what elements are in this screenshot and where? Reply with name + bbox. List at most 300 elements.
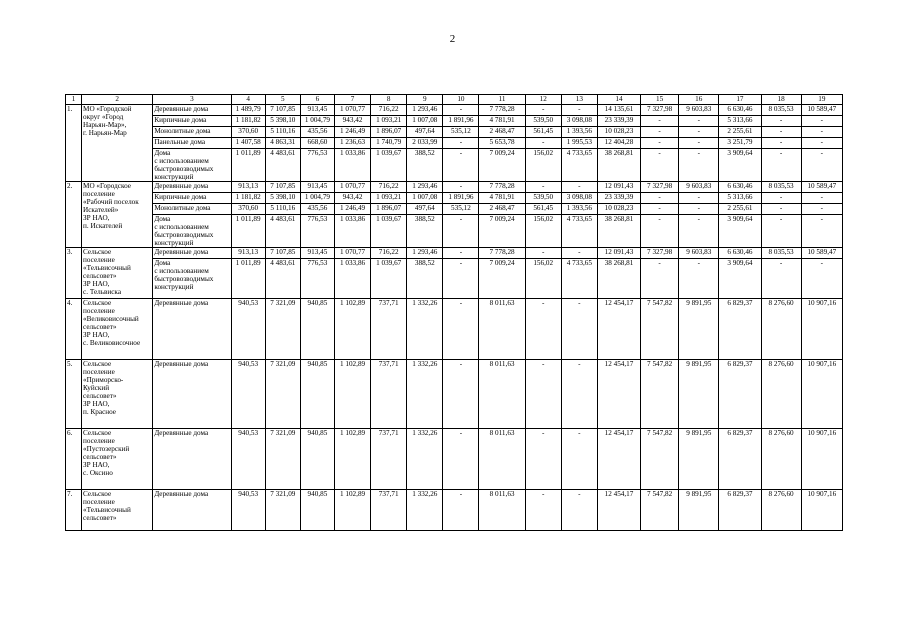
value-cell: - bbox=[801, 193, 842, 204]
building-type-cell: Деревянные дома bbox=[153, 299, 231, 360]
value-cell: - bbox=[641, 127, 679, 138]
value-cell: 1 891,96 bbox=[443, 116, 479, 127]
value-cell: 7 547,82 bbox=[641, 299, 679, 360]
table-row bbox=[66, 248, 843, 259]
value-cell: 370,60 bbox=[231, 127, 265, 138]
value-cell: 1 393,56 bbox=[561, 127, 597, 138]
building-type-cell: Панельные дома bbox=[153, 138, 231, 149]
value-cell: - bbox=[761, 193, 801, 204]
building-type-cell: Кирпичные дома bbox=[153, 116, 231, 127]
value-cell: - bbox=[761, 116, 801, 127]
value-cell: 535,12 bbox=[443, 127, 479, 138]
value-cell: 7 321,09 bbox=[265, 360, 300, 429]
value-cell: 7 327,98 bbox=[641, 182, 679, 193]
value-cell: - bbox=[801, 204, 842, 215]
value-cell: - bbox=[525, 429, 561, 490]
value-cell: 10 907,16 bbox=[801, 299, 842, 360]
value-cell: 737,71 bbox=[371, 299, 407, 360]
value-cell: 7 547,82 bbox=[641, 429, 679, 490]
value-cell: 8 276,60 bbox=[761, 429, 801, 490]
building-type-cell: Дома с использованием быстровозводимых конструкций bbox=[153, 259, 231, 299]
municipality-cell: Сельское поселение «Приморско- Куйский сельсовет» ЗР НАО, п. Красное bbox=[82, 360, 153, 429]
header-cell: 16 bbox=[679, 95, 719, 105]
value-cell: - bbox=[761, 149, 801, 182]
value-cell: - bbox=[443, 105, 479, 116]
value-cell: - bbox=[801, 127, 842, 138]
value-cell: 9 891,95 bbox=[679, 360, 719, 429]
value-cell: - bbox=[443, 360, 479, 429]
value-cell: - bbox=[641, 204, 679, 215]
value-cell: 1 896,07 bbox=[371, 204, 407, 215]
value-cell: - bbox=[641, 259, 679, 299]
table-row bbox=[66, 429, 843, 490]
value-cell: - bbox=[679, 259, 719, 299]
value-cell: 1 332,26 bbox=[407, 490, 443, 531]
header-cell: 2 bbox=[82, 95, 153, 105]
value-cell: 716,22 bbox=[371, 248, 407, 259]
value-cell: - bbox=[561, 490, 597, 531]
value-cell: 943,42 bbox=[334, 116, 370, 127]
value-cell: 913,45 bbox=[300, 105, 334, 116]
value-cell: 3 251,79 bbox=[719, 138, 761, 149]
value-cell: 7 321,09 bbox=[265, 429, 300, 490]
tariff-table bbox=[65, 94, 843, 531]
value-cell: 8 011,63 bbox=[479, 490, 525, 531]
value-cell: 7 547,82 bbox=[641, 490, 679, 531]
header-cell: 5 bbox=[265, 95, 300, 105]
value-cell: 913,13 bbox=[231, 248, 265, 259]
value-cell: 12 091,43 bbox=[597, 248, 640, 259]
value-cell: 435,56 bbox=[300, 204, 334, 215]
table-row bbox=[66, 204, 843, 215]
value-cell: 1 004,79 bbox=[300, 193, 334, 204]
value-cell: 776,53 bbox=[300, 149, 334, 182]
value-cell: 23 339,39 bbox=[597, 116, 640, 127]
value-cell: 3 098,08 bbox=[561, 193, 597, 204]
header-cell: 8 bbox=[371, 95, 407, 105]
value-cell: - bbox=[641, 215, 679, 248]
value-cell: 10 589,47 bbox=[801, 182, 842, 193]
value-cell: 6 829,37 bbox=[719, 429, 761, 490]
value-cell: 1 293,46 bbox=[407, 182, 443, 193]
value-cell: 1 102,89 bbox=[334, 360, 370, 429]
header-cell: 3 bbox=[153, 95, 231, 105]
value-cell: 1 070,77 bbox=[334, 105, 370, 116]
value-cell: 9 891,95 bbox=[679, 299, 719, 360]
value-cell: 943,42 bbox=[334, 193, 370, 204]
table-row bbox=[66, 182, 843, 193]
value-cell: 940,85 bbox=[300, 299, 334, 360]
table-row bbox=[66, 259, 843, 299]
value-cell: 1 407,58 bbox=[231, 138, 265, 149]
value-cell: 8 011,63 bbox=[479, 360, 525, 429]
value-cell: 1 740,79 bbox=[371, 138, 407, 149]
value-cell: - bbox=[525, 248, 561, 259]
table-body bbox=[66, 95, 843, 531]
value-cell: 12 454,17 bbox=[597, 429, 640, 490]
header-cell: 15 bbox=[641, 95, 679, 105]
value-cell: 913,45 bbox=[300, 248, 334, 259]
value-cell: - bbox=[679, 116, 719, 127]
value-cell: 7 009,24 bbox=[479, 259, 525, 299]
value-cell: 23 339,39 bbox=[597, 193, 640, 204]
value-cell: 940,85 bbox=[300, 429, 334, 490]
value-cell: 940,53 bbox=[231, 490, 265, 531]
row-number-cell: 1. bbox=[66, 105, 82, 182]
value-cell: 5 313,66 bbox=[719, 193, 761, 204]
value-cell: 12 454,17 bbox=[597, 299, 640, 360]
value-cell: - bbox=[561, 429, 597, 490]
value-cell: 1 011,89 bbox=[231, 149, 265, 182]
value-cell: 4 483,61 bbox=[265, 259, 300, 299]
value-cell: - bbox=[443, 259, 479, 299]
value-cell: 1 393,56 bbox=[561, 204, 597, 215]
value-cell: 1 102,89 bbox=[334, 299, 370, 360]
value-cell: 1 039,67 bbox=[371, 215, 407, 248]
value-cell: 1 293,46 bbox=[407, 105, 443, 116]
value-cell: 940,85 bbox=[300, 490, 334, 531]
value-cell: 940,53 bbox=[231, 429, 265, 490]
value-cell: 940,85 bbox=[300, 360, 334, 429]
header-cell: 14 bbox=[597, 95, 640, 105]
value-cell: - bbox=[443, 182, 479, 193]
value-cell: 1 181,82 bbox=[231, 193, 265, 204]
row-number-cell: 2. bbox=[66, 182, 82, 248]
value-cell: - bbox=[641, 149, 679, 182]
value-cell: 7 107,85 bbox=[265, 248, 300, 259]
value-cell: 4 733,65 bbox=[561, 215, 597, 248]
table-row bbox=[66, 215, 843, 248]
value-cell: 1 033,86 bbox=[334, 259, 370, 299]
value-cell: 8 276,60 bbox=[761, 490, 801, 531]
value-cell: 1 891,96 bbox=[443, 193, 479, 204]
value-cell: 776,53 bbox=[300, 215, 334, 248]
value-cell: 8 035,53 bbox=[761, 105, 801, 116]
table-row bbox=[66, 149, 843, 182]
value-cell: 4 733,65 bbox=[561, 259, 597, 299]
value-cell: 8 011,63 bbox=[479, 429, 525, 490]
value-cell: 539,50 bbox=[525, 116, 561, 127]
value-cell: 9 603,83 bbox=[679, 248, 719, 259]
value-cell: 10 907,16 bbox=[801, 360, 842, 429]
row-number-cell: 5. bbox=[66, 360, 82, 429]
table-row bbox=[66, 193, 843, 204]
building-type-cell: Деревянные дома bbox=[153, 182, 231, 193]
value-cell: 913,45 bbox=[300, 182, 334, 193]
value-cell: - bbox=[443, 429, 479, 490]
value-cell: 497,64 bbox=[407, 204, 443, 215]
value-cell: 1 033,86 bbox=[334, 215, 370, 248]
value-cell: 1 004,79 bbox=[300, 116, 334, 127]
value-cell: 8 035,53 bbox=[761, 182, 801, 193]
header-cell: 13 bbox=[561, 95, 597, 105]
value-cell: 1 102,89 bbox=[334, 429, 370, 490]
value-cell: - bbox=[641, 193, 679, 204]
value-cell: 1 332,26 bbox=[407, 299, 443, 360]
value-cell: 1 489,79 bbox=[231, 105, 265, 116]
value-cell: 12 091,43 bbox=[597, 182, 640, 193]
value-cell: 8 035,53 bbox=[761, 248, 801, 259]
value-cell: 10 589,47 bbox=[801, 105, 842, 116]
value-cell: 1 293,46 bbox=[407, 248, 443, 259]
value-cell: - bbox=[761, 127, 801, 138]
value-cell: - bbox=[443, 490, 479, 531]
value-cell: - bbox=[443, 299, 479, 360]
building-type-cell: Деревянные дома bbox=[153, 490, 231, 531]
value-cell: 10 028,23 bbox=[597, 204, 640, 215]
value-cell: - bbox=[443, 248, 479, 259]
municipality-cell: Сельское поселение «Тельвисочный сельсовет» ЗР НАО, с. Тельвиска bbox=[82, 248, 153, 299]
value-cell: 7 107,85 bbox=[265, 182, 300, 193]
value-cell: 7 321,09 bbox=[265, 490, 300, 531]
value-cell: - bbox=[525, 360, 561, 429]
value-cell: 1 070,77 bbox=[334, 182, 370, 193]
value-cell: - bbox=[525, 138, 561, 149]
header-cell: 19 bbox=[801, 95, 842, 105]
value-cell: - bbox=[525, 490, 561, 531]
value-cell: - bbox=[561, 182, 597, 193]
value-cell: 497,64 bbox=[407, 127, 443, 138]
value-cell: 561,45 bbox=[525, 127, 561, 138]
value-cell: - bbox=[761, 259, 801, 299]
value-cell: 1 011,89 bbox=[231, 259, 265, 299]
header-cell: 9 bbox=[407, 95, 443, 105]
value-cell: 3 909,64 bbox=[719, 215, 761, 248]
table-row bbox=[66, 299, 843, 360]
value-cell: 1 039,67 bbox=[371, 259, 407, 299]
row-number-cell: 3. bbox=[66, 248, 82, 299]
value-cell: - bbox=[561, 360, 597, 429]
value-cell: 10 907,16 bbox=[801, 490, 842, 531]
building-type-cell: Дома с использованием быстровозводимых конструкций bbox=[153, 149, 231, 182]
value-cell: - bbox=[801, 138, 842, 149]
municipality-cell: Сельское поселение «Пустозерский сельсовет» ЗР НАО, с. Оксино bbox=[82, 429, 153, 490]
value-cell: 7 321,09 bbox=[265, 299, 300, 360]
value-cell: 668,60 bbox=[300, 138, 334, 149]
value-cell: 156,02 bbox=[525, 259, 561, 299]
header-row bbox=[66, 95, 843, 105]
municipality-cell: МО «Городской округ «Город Нарьян-Мар», г. Нарьян-Мар bbox=[82, 105, 153, 182]
value-cell: 1 246,49 bbox=[334, 204, 370, 215]
value-cell: 1 102,89 bbox=[334, 490, 370, 531]
building-type-cell: Дома с использованием быстровозводимых конструкций bbox=[153, 215, 231, 248]
value-cell: 561,45 bbox=[525, 204, 561, 215]
value-cell: - bbox=[801, 149, 842, 182]
value-cell: 10 028,23 bbox=[597, 127, 640, 138]
value-cell: 1 039,67 bbox=[371, 149, 407, 182]
value-cell: 38 268,81 bbox=[597, 149, 640, 182]
value-cell: 1 007,08 bbox=[407, 116, 443, 127]
value-cell: - bbox=[801, 215, 842, 248]
value-cell: 12 454,17 bbox=[597, 360, 640, 429]
value-cell: 9 891,95 bbox=[679, 429, 719, 490]
value-cell: 6 829,37 bbox=[719, 360, 761, 429]
municipality-cell: МО «Городское поселение «Рабочий поселок Искателей» ЗР НАО, п. Искателей bbox=[82, 182, 153, 248]
value-cell: 6 630,46 bbox=[719, 105, 761, 116]
value-cell: - bbox=[679, 193, 719, 204]
value-cell: 5 313,66 bbox=[719, 116, 761, 127]
value-cell: 737,71 bbox=[371, 360, 407, 429]
value-cell: - bbox=[679, 204, 719, 215]
value-cell: 913,13 bbox=[231, 182, 265, 193]
building-type-cell: Деревянные дома bbox=[153, 360, 231, 429]
value-cell: 7 778,28 bbox=[479, 105, 525, 116]
building-type-cell: Деревянные дома bbox=[153, 429, 231, 490]
value-cell: - bbox=[801, 116, 842, 127]
value-cell: 1 236,63 bbox=[334, 138, 370, 149]
value-cell: - bbox=[641, 116, 679, 127]
value-cell: 2 255,61 bbox=[719, 127, 761, 138]
value-cell: 7 547,82 bbox=[641, 360, 679, 429]
value-cell: 4 781,91 bbox=[479, 193, 525, 204]
value-cell: - bbox=[679, 127, 719, 138]
value-cell: 3 098,08 bbox=[561, 116, 597, 127]
value-cell: 7 327,98 bbox=[641, 248, 679, 259]
value-cell: 539,50 bbox=[525, 193, 561, 204]
value-cell: 7 778,28 bbox=[479, 182, 525, 193]
building-type-cell: Монолитные дома bbox=[153, 204, 231, 215]
value-cell: 6 630,46 bbox=[719, 248, 761, 259]
value-cell: 4 483,61 bbox=[265, 215, 300, 248]
value-cell: 388,52 bbox=[407, 149, 443, 182]
building-type-cell: Деревянные дома bbox=[153, 105, 231, 116]
value-cell: 3 909,64 bbox=[719, 149, 761, 182]
table-row bbox=[66, 138, 843, 149]
header-cell: 6 bbox=[300, 95, 334, 105]
value-cell: - bbox=[525, 299, 561, 360]
value-cell: 1 181,82 bbox=[231, 116, 265, 127]
row-number-cell: 7. bbox=[66, 490, 82, 531]
value-cell: 156,02 bbox=[525, 149, 561, 182]
header-cell: 1 bbox=[66, 95, 82, 105]
value-cell: - bbox=[525, 105, 561, 116]
value-cell: 38 268,81 bbox=[597, 259, 640, 299]
value-cell: 716,22 bbox=[371, 182, 407, 193]
row-number-cell: 6. bbox=[66, 429, 82, 490]
value-cell: 1 332,26 bbox=[407, 360, 443, 429]
value-cell: - bbox=[641, 138, 679, 149]
value-cell: 2 468,47 bbox=[479, 204, 525, 215]
value-cell: 1 011,89 bbox=[231, 215, 265, 248]
value-cell: - bbox=[561, 248, 597, 259]
value-cell: 7 327,98 bbox=[641, 105, 679, 116]
header-cell: 4 bbox=[231, 95, 265, 105]
value-cell: 370,60 bbox=[231, 204, 265, 215]
building-type-cell: Монолитные дома bbox=[153, 127, 231, 138]
value-cell: - bbox=[761, 138, 801, 149]
value-cell: 737,71 bbox=[371, 429, 407, 490]
building-type-cell: Кирпичные дома bbox=[153, 193, 231, 204]
value-cell: 1 246,49 bbox=[334, 127, 370, 138]
value-cell: 1 332,26 bbox=[407, 429, 443, 490]
value-cell: 8 276,60 bbox=[761, 360, 801, 429]
value-cell: 4 483,61 bbox=[265, 149, 300, 182]
value-cell: 10 589,47 bbox=[801, 248, 842, 259]
value-cell: 776,53 bbox=[300, 259, 334, 299]
municipality-cell: Сельское поселение «Великовисочный сельсовет» ЗР НАО, с. Великовисочное bbox=[82, 299, 153, 360]
value-cell: 5 398,10 bbox=[265, 193, 300, 204]
table-row bbox=[66, 116, 843, 127]
value-cell: - bbox=[443, 138, 479, 149]
value-cell: 1 093,21 bbox=[371, 193, 407, 204]
value-cell: - bbox=[801, 259, 842, 299]
header-cell: 12 bbox=[525, 95, 561, 105]
header-cell: 7 bbox=[334, 95, 370, 105]
value-cell: 2 033,99 bbox=[407, 138, 443, 149]
value-cell: 1 093,21 bbox=[371, 116, 407, 127]
value-cell: 12 404,28 bbox=[597, 138, 640, 149]
value-cell: 7 107,85 bbox=[265, 105, 300, 116]
value-cell: 535,12 bbox=[443, 204, 479, 215]
value-cell: 7 009,24 bbox=[479, 149, 525, 182]
value-cell: 38 268,81 bbox=[597, 215, 640, 248]
value-cell: - bbox=[561, 105, 597, 116]
header-cell: 18 bbox=[761, 95, 801, 105]
table-row bbox=[66, 105, 843, 116]
value-cell: 10 907,16 bbox=[801, 429, 842, 490]
value-cell: 5 110,16 bbox=[265, 204, 300, 215]
value-cell: 1 896,07 bbox=[371, 127, 407, 138]
value-cell: - bbox=[679, 149, 719, 182]
value-cell: 940,53 bbox=[231, 299, 265, 360]
value-cell: 2 255,61 bbox=[719, 204, 761, 215]
header-cell: 10 bbox=[443, 95, 479, 105]
value-cell: 12 454,17 bbox=[597, 490, 640, 531]
value-cell: 6 630,46 bbox=[719, 182, 761, 193]
value-cell: 1 007,08 bbox=[407, 193, 443, 204]
value-cell: - bbox=[761, 215, 801, 248]
value-cell: 9 603,83 bbox=[679, 105, 719, 116]
value-cell: - bbox=[679, 215, 719, 248]
value-cell: - bbox=[679, 138, 719, 149]
value-cell: 7 778,28 bbox=[479, 248, 525, 259]
value-cell: 388,52 bbox=[407, 215, 443, 248]
value-cell: 8 011,63 bbox=[479, 299, 525, 360]
value-cell: - bbox=[443, 149, 479, 182]
value-cell: 3 909,64 bbox=[719, 259, 761, 299]
value-cell: 1 070,77 bbox=[334, 248, 370, 259]
value-cell: 9 603,83 bbox=[679, 182, 719, 193]
value-cell: 716,22 bbox=[371, 105, 407, 116]
value-cell: 1 033,86 bbox=[334, 149, 370, 182]
value-cell: 7 009,24 bbox=[479, 215, 525, 248]
value-cell: 5 110,16 bbox=[265, 127, 300, 138]
value-cell: 737,71 bbox=[371, 490, 407, 531]
value-cell: 9 891,95 bbox=[679, 490, 719, 531]
table-row bbox=[66, 127, 843, 138]
page-number: 2 bbox=[449, 33, 456, 45]
value-cell: 8 276,60 bbox=[761, 299, 801, 360]
value-cell: 156,02 bbox=[525, 215, 561, 248]
building-type-cell: Деревянные дома bbox=[153, 248, 231, 259]
value-cell: 388,52 bbox=[407, 259, 443, 299]
value-cell: 2 468,47 bbox=[479, 127, 525, 138]
value-cell: - bbox=[443, 215, 479, 248]
table-row bbox=[66, 490, 843, 531]
value-cell: 4 733,65 bbox=[561, 149, 597, 182]
value-cell: 1 995,53 bbox=[561, 138, 597, 149]
value-cell: 5 653,78 bbox=[479, 138, 525, 149]
value-cell: - bbox=[561, 299, 597, 360]
header-cell: 17 bbox=[719, 95, 761, 105]
value-cell: 940,53 bbox=[231, 360, 265, 429]
value-cell: 6 829,37 bbox=[719, 299, 761, 360]
value-cell: - bbox=[525, 182, 561, 193]
header-cell: 11 bbox=[479, 95, 525, 105]
value-cell: 435,56 bbox=[300, 127, 334, 138]
table-row bbox=[66, 360, 843, 429]
value-cell: 4 863,31 bbox=[265, 138, 300, 149]
